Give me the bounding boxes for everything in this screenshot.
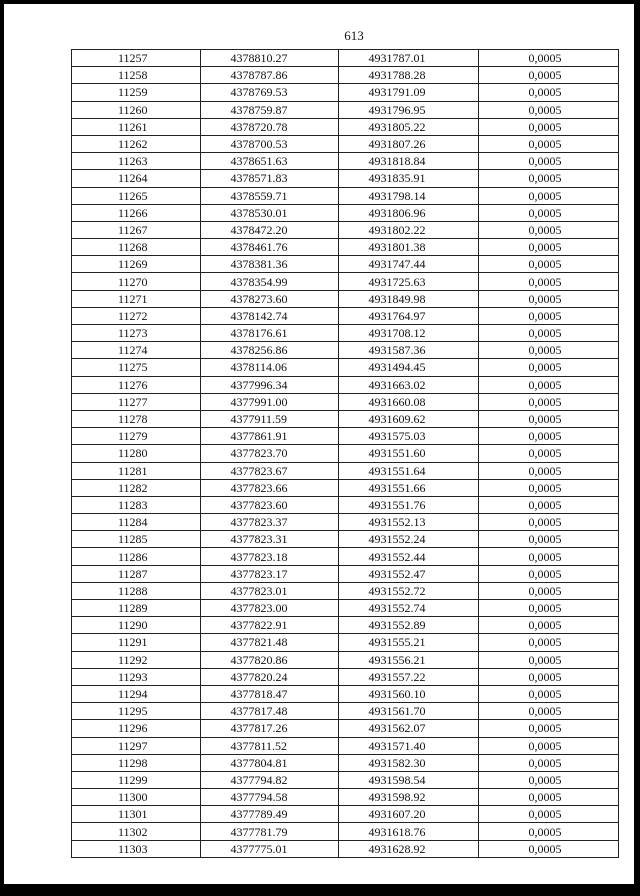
x-coordinate-cell: 4378142.74 — [200, 307, 338, 324]
page-number: 613 — [344, 28, 364, 43]
y-coordinate-cell: 4931571.40 — [338, 737, 478, 754]
table-row — [72, 565, 618, 582]
table-row — [72, 617, 618, 634]
point-number-cell: 11258 — [72, 67, 200, 84]
accuracy-cell: 0,0005 — [478, 50, 618, 67]
x-coordinate-cell: 4378176.61 — [200, 325, 338, 342]
point-number-cell: 11290 — [72, 617, 200, 634]
point-number-cell: 11261 — [72, 118, 200, 135]
table-row — [72, 67, 618, 84]
x-coordinate-cell: 4377823.60 — [200, 496, 338, 513]
y-coordinate-cell: 4931562.07 — [338, 720, 478, 737]
y-coordinate-cell: 4931609.62 — [338, 410, 478, 427]
table-row — [72, 256, 618, 273]
point-number-cell: 11284 — [72, 514, 200, 531]
x-coordinate-cell: 4377823.37 — [200, 514, 338, 531]
table-row — [72, 531, 618, 548]
table-row — [72, 651, 618, 668]
point-number-cell: 11291 — [72, 634, 200, 651]
table-row — [72, 823, 618, 840]
table-row — [72, 239, 618, 256]
x-coordinate-cell: 4378472.20 — [200, 221, 338, 238]
x-coordinate-cell: 4377820.24 — [200, 668, 338, 685]
point-number-cell: 11288 — [72, 582, 200, 599]
x-coordinate-cell: 4377823.67 — [200, 462, 338, 479]
y-coordinate-cell: 4931788.28 — [338, 67, 478, 84]
y-coordinate-cell: 4931598.92 — [338, 789, 478, 806]
point-number-cell: 11272 — [72, 307, 200, 324]
accuracy-cell: 0,0005 — [478, 393, 618, 410]
accuracy-cell: 0,0005 — [478, 462, 618, 479]
table-row — [72, 359, 618, 376]
point-number-cell: 11280 — [72, 445, 200, 462]
point-number-cell: 11271 — [72, 290, 200, 307]
accuracy-cell: 0,0005 — [478, 273, 618, 290]
x-coordinate-cell: 4377991.00 — [200, 393, 338, 410]
table-row — [72, 290, 618, 307]
accuracy-cell: 0,0005 — [478, 410, 618, 427]
accuracy-cell: 0,0005 — [478, 84, 618, 101]
accuracy-cell: 0,0005 — [478, 359, 618, 376]
accuracy-cell: 0,0005 — [478, 840, 618, 857]
accuracy-cell: 0,0005 — [478, 565, 618, 582]
accuracy-cell: 0,0005 — [478, 256, 618, 273]
table-row — [72, 668, 618, 685]
y-coordinate-cell: 4931806.96 — [338, 204, 478, 221]
table-row — [72, 771, 618, 788]
accuracy-cell: 0,0005 — [478, 703, 618, 720]
x-coordinate-cell: 4378381.36 — [200, 256, 338, 273]
table-row — [72, 840, 618, 857]
table-row — [72, 462, 618, 479]
x-coordinate-cell: 4377775.01 — [200, 840, 338, 857]
y-coordinate-cell: 4931552.47 — [338, 565, 478, 582]
table-row — [72, 806, 618, 823]
x-coordinate-cell: 4377996.34 — [200, 376, 338, 393]
table-row — [72, 685, 618, 702]
y-coordinate-cell: 4931555.21 — [338, 634, 478, 651]
point-number-cell: 11296 — [72, 720, 200, 737]
point-number-cell: 11268 — [72, 239, 200, 256]
table-row — [72, 410, 618, 427]
x-coordinate-cell: 4377823.00 — [200, 600, 338, 617]
point-number-cell: 11294 — [72, 685, 200, 702]
accuracy-cell: 0,0005 — [478, 170, 618, 187]
x-coordinate-cell: 4377820.86 — [200, 651, 338, 668]
x-coordinate-cell: 4377911.59 — [200, 410, 338, 427]
accuracy-cell: 0,0005 — [478, 239, 618, 256]
accuracy-cell: 0,0005 — [478, 290, 618, 307]
table-row — [72, 445, 618, 462]
point-number-cell: 11289 — [72, 600, 200, 617]
accuracy-cell: 0,0005 — [478, 307, 618, 324]
x-coordinate-cell: 4377789.49 — [200, 806, 338, 823]
x-coordinate-cell: 4378273.60 — [200, 290, 338, 307]
accuracy-cell: 0,0005 — [478, 754, 618, 771]
point-number-cell: 11295 — [72, 703, 200, 720]
accuracy-cell: 0,0005 — [478, 118, 618, 135]
point-number-cell: 11298 — [72, 754, 200, 771]
table-row — [72, 221, 618, 238]
accuracy-cell: 0,0005 — [478, 221, 618, 238]
y-coordinate-cell: 4931791.09 — [338, 84, 478, 101]
y-coordinate-cell: 4931582.30 — [338, 754, 478, 771]
point-number-cell: 11283 — [72, 496, 200, 513]
table-row — [72, 50, 618, 67]
y-coordinate-cell: 4931801.38 — [338, 239, 478, 256]
x-coordinate-cell: 4378651.63 — [200, 153, 338, 170]
y-coordinate-cell: 4931556.21 — [338, 651, 478, 668]
accuracy-cell: 0,0005 — [478, 342, 618, 359]
accuracy-cell: 0,0005 — [478, 737, 618, 754]
y-coordinate-cell: 4931628.92 — [338, 840, 478, 857]
x-coordinate-cell: 4377817.26 — [200, 720, 338, 737]
accuracy-cell: 0,0005 — [478, 651, 618, 668]
x-coordinate-cell: 4377822.91 — [200, 617, 338, 634]
x-coordinate-cell: 4378720.78 — [200, 118, 338, 135]
y-coordinate-cell: 4931552.44 — [338, 548, 478, 565]
accuracy-cell: 0,0005 — [478, 376, 618, 393]
table-row — [72, 118, 618, 135]
y-coordinate-cell: 4931764.97 — [338, 307, 478, 324]
x-coordinate-cell: 4377823.31 — [200, 531, 338, 548]
accuracy-cell: 0,0005 — [478, 101, 618, 118]
y-coordinate-cell: 4931551.76 — [338, 496, 478, 513]
point-number-cell: 11303 — [72, 840, 200, 857]
x-coordinate-cell: 4378759.87 — [200, 101, 338, 118]
accuracy-cell: 0,0005 — [478, 325, 618, 342]
point-number-cell: 11270 — [72, 273, 200, 290]
point-number-cell: 11293 — [72, 668, 200, 685]
y-coordinate-cell: 4931607.20 — [338, 806, 478, 823]
y-coordinate-cell: 4931708.12 — [338, 325, 478, 342]
x-coordinate-cell: 4377823.01 — [200, 582, 338, 599]
accuracy-cell: 0,0005 — [478, 428, 618, 445]
accuracy-cell: 0,0005 — [478, 720, 618, 737]
y-coordinate-cell: 4931552.89 — [338, 617, 478, 634]
y-coordinate-cell: 4931494.45 — [338, 359, 478, 376]
x-coordinate-cell: 4377821.48 — [200, 634, 338, 651]
table-row — [72, 428, 618, 445]
table-row — [72, 135, 618, 152]
x-coordinate-cell: 4378530.01 — [200, 204, 338, 221]
x-coordinate-cell: 4378114.06 — [200, 359, 338, 376]
y-coordinate-cell: 4931725.63 — [338, 273, 478, 290]
accuracy-cell: 0,0005 — [478, 135, 618, 152]
y-coordinate-cell: 4931787.01 — [338, 50, 478, 67]
accuracy-cell: 0,0005 — [478, 823, 618, 840]
point-number-cell: 11274 — [72, 342, 200, 359]
point-number-cell: 11292 — [72, 651, 200, 668]
x-coordinate-cell: 4377861.91 — [200, 428, 338, 445]
accuracy-cell: 0,0005 — [478, 600, 618, 617]
accuracy-cell: 0,0005 — [478, 582, 618, 599]
point-number-cell: 11276 — [72, 376, 200, 393]
table-row — [72, 325, 618, 342]
table-row — [72, 187, 618, 204]
table-row — [72, 307, 618, 324]
table-row — [72, 754, 618, 771]
accuracy-cell: 0,0005 — [478, 789, 618, 806]
y-coordinate-cell: 4931557.22 — [338, 668, 478, 685]
point-number-cell: 11279 — [72, 428, 200, 445]
x-coordinate-cell: 4377823.18 — [200, 548, 338, 565]
table-row — [72, 101, 618, 118]
point-number-cell: 11302 — [72, 823, 200, 840]
accuracy-cell: 0,0005 — [478, 531, 618, 548]
y-coordinate-cell: 4931663.02 — [338, 376, 478, 393]
x-coordinate-cell: 4378559.71 — [200, 187, 338, 204]
x-coordinate-cell: 4377823.70 — [200, 445, 338, 462]
x-coordinate-cell: 4377823.66 — [200, 479, 338, 496]
x-coordinate-cell: 4377794.58 — [200, 789, 338, 806]
point-number-cell: 11299 — [72, 771, 200, 788]
point-number-cell: 11263 — [72, 153, 200, 170]
table-row — [72, 737, 618, 754]
accuracy-cell: 0,0005 — [478, 771, 618, 788]
y-coordinate-cell: 4931561.70 — [338, 703, 478, 720]
table-row — [72, 720, 618, 737]
table-row — [72, 204, 618, 221]
y-coordinate-cell: 4931598.54 — [338, 771, 478, 788]
y-coordinate-cell: 4931560.10 — [338, 685, 478, 702]
point-number-cell: 11278 — [72, 410, 200, 427]
table-body — [72, 50, 618, 857]
y-coordinate-cell: 4931587.36 — [338, 342, 478, 359]
x-coordinate-cell: 4377818.47 — [200, 685, 338, 702]
table-row — [72, 548, 618, 565]
y-coordinate-cell: 4931796.95 — [338, 101, 478, 118]
point-number-cell: 11259 — [72, 84, 200, 101]
x-coordinate-cell: 4378700.53 — [200, 135, 338, 152]
table-row — [72, 376, 618, 393]
table-row — [72, 273, 618, 290]
y-coordinate-cell: 4931552.74 — [338, 600, 478, 617]
table-row — [72, 496, 618, 513]
table-row — [72, 600, 618, 617]
accuracy-cell: 0,0005 — [478, 496, 618, 513]
y-coordinate-cell: 4931747.44 — [338, 256, 478, 273]
x-coordinate-cell: 4378810.27 — [200, 50, 338, 67]
point-number-cell: 11301 — [72, 806, 200, 823]
y-coordinate-cell: 4931805.22 — [338, 118, 478, 135]
x-coordinate-cell: 4377823.17 — [200, 565, 338, 582]
table-row — [72, 479, 618, 496]
point-number-cell: 11267 — [72, 221, 200, 238]
x-coordinate-cell: 4377811.52 — [200, 737, 338, 754]
point-number-cell: 11257 — [72, 50, 200, 67]
accuracy-cell: 0,0005 — [478, 806, 618, 823]
point-number-cell: 11285 — [72, 531, 200, 548]
y-coordinate-cell: 4931802.22 — [338, 221, 478, 238]
table-row — [72, 634, 618, 651]
point-number-cell: 11277 — [72, 393, 200, 410]
table-row — [72, 789, 618, 806]
point-number-cell: 11260 — [72, 101, 200, 118]
accuracy-cell: 0,0005 — [478, 668, 618, 685]
document-page — [4, 4, 634, 884]
point-number-cell: 11300 — [72, 789, 200, 806]
accuracy-cell: 0,0005 — [478, 187, 618, 204]
y-coordinate-cell: 4931618.76 — [338, 823, 478, 840]
y-coordinate-cell: 4931660.08 — [338, 393, 478, 410]
y-coordinate-cell: 4931798.14 — [338, 187, 478, 204]
x-coordinate-cell: 4378461.76 — [200, 239, 338, 256]
point-number-cell: 11265 — [72, 187, 200, 204]
accuracy-cell: 0,0005 — [478, 514, 618, 531]
x-coordinate-cell: 4377794.82 — [200, 771, 338, 788]
accuracy-cell: 0,0005 — [478, 67, 618, 84]
x-coordinate-cell: 4378354.99 — [200, 273, 338, 290]
x-coordinate-cell: 4377817.48 — [200, 703, 338, 720]
table-row — [72, 393, 618, 410]
table-row — [72, 153, 618, 170]
accuracy-cell: 0,0005 — [478, 153, 618, 170]
point-number-cell: 11287 — [72, 565, 200, 582]
y-coordinate-cell: 4931835.91 — [338, 170, 478, 187]
point-number-cell: 11262 — [72, 135, 200, 152]
table-row — [72, 84, 618, 101]
x-coordinate-cell: 4378256.86 — [200, 342, 338, 359]
accuracy-cell: 0,0005 — [478, 617, 618, 634]
x-coordinate-cell: 4378787.86 — [200, 67, 338, 84]
x-coordinate-cell: 4378769.53 — [200, 84, 338, 101]
y-coordinate-cell: 4931551.64 — [338, 462, 478, 479]
accuracy-cell: 0,0005 — [478, 445, 618, 462]
table-row — [72, 170, 618, 187]
point-number-cell: 11297 — [72, 737, 200, 754]
point-number-cell: 11264 — [72, 170, 200, 187]
y-coordinate-cell: 4931849.98 — [338, 290, 478, 307]
accuracy-cell: 0,0005 — [478, 204, 618, 221]
y-coordinate-cell: 4931551.60 — [338, 445, 478, 462]
table-row — [72, 703, 618, 720]
accuracy-cell: 0,0005 — [478, 634, 618, 651]
point-number-cell: 11269 — [72, 256, 200, 273]
table-row — [72, 582, 618, 599]
x-coordinate-cell: 4378571.83 — [200, 170, 338, 187]
point-number-cell: 11266 — [72, 204, 200, 221]
x-coordinate-cell: 4377804.81 — [200, 754, 338, 771]
y-coordinate-cell: 4931552.72 — [338, 582, 478, 599]
y-coordinate-cell: 4931551.66 — [338, 479, 478, 496]
x-coordinate-cell: 4377781.79 — [200, 823, 338, 840]
y-coordinate-cell: 4931818.84 — [338, 153, 478, 170]
point-number-cell: 11281 — [72, 462, 200, 479]
point-number-cell: 11282 — [72, 479, 200, 496]
y-coordinate-cell: 4931552.24 — [338, 531, 478, 548]
coordinate-table — [71, 49, 619, 858]
y-coordinate-cell: 4931575.03 — [338, 428, 478, 445]
point-number-cell: 11286 — [72, 548, 200, 565]
y-coordinate-cell: 4931807.26 — [338, 135, 478, 152]
point-number-cell: 11275 — [72, 359, 200, 376]
table-row — [72, 514, 618, 531]
accuracy-cell: 0,0005 — [478, 479, 618, 496]
table-row — [72, 342, 618, 359]
y-coordinate-cell: 4931552.13 — [338, 514, 478, 531]
accuracy-cell: 0,0005 — [478, 548, 618, 565]
point-number-cell: 11273 — [72, 325, 200, 342]
accuracy-cell: 0,0005 — [478, 685, 618, 702]
